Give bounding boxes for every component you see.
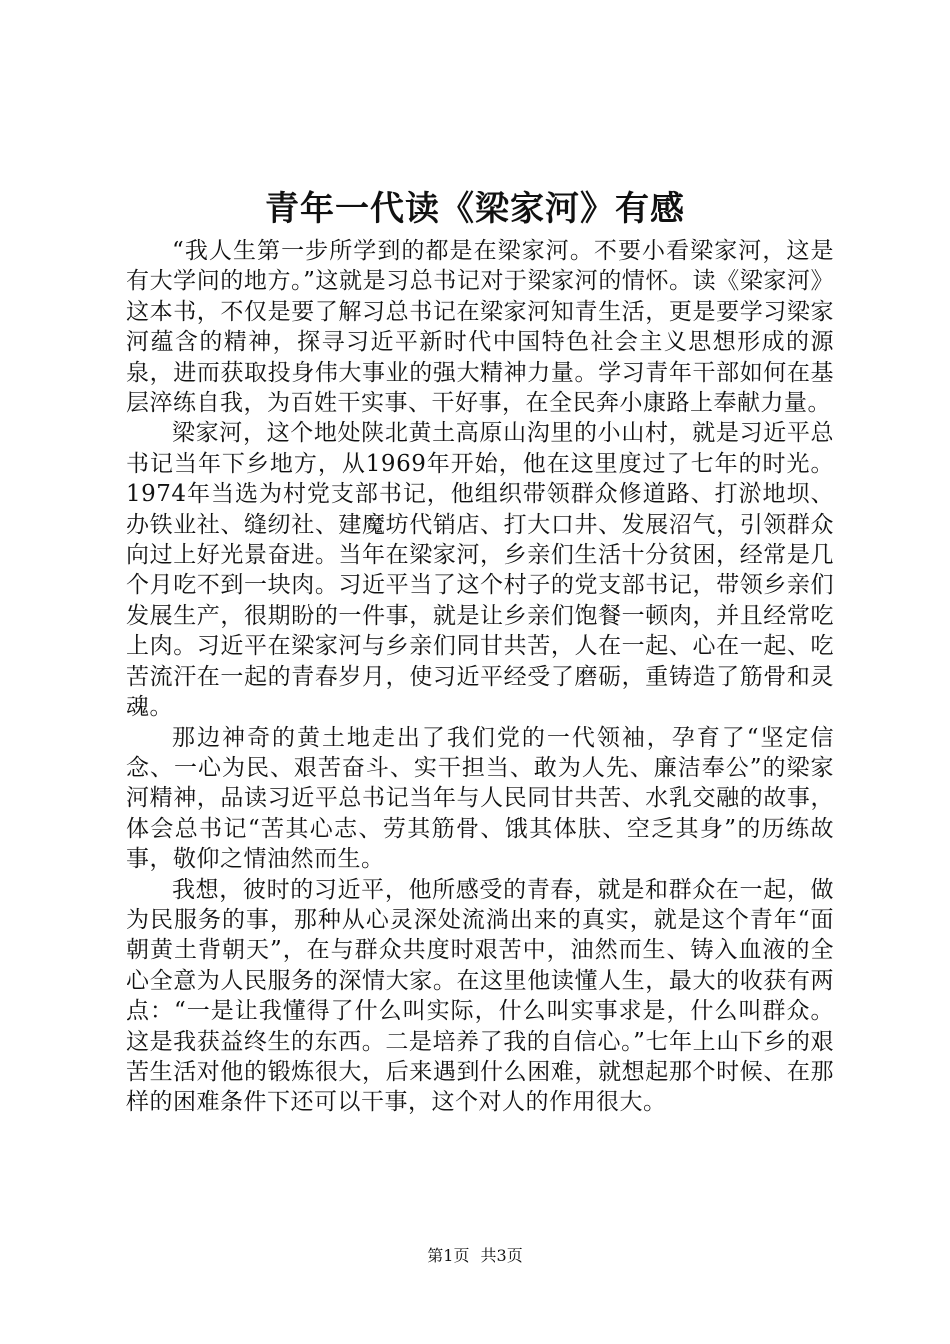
paragraph: “我人生第一步所学到的都是在梁家河。不要小看梁家河，这是有大学问的地方。”这就是习总书记对于梁家河的情怀。读《梁家河》这本书，不仅是要了解习总书记在梁家河知青生活，更是要学习梁家河蕴含的精神，探寻习近平新时代中国特色社会主义思想形成的源泉，进而获取投身伟大事业的强大精神力量。学习青年干部如何在基层淬练自我，为百姓干实事、干好事，在全民奔小康路上奉献力量。 xyxy=(126,238,834,417)
page-footer xyxy=(0,1244,950,1268)
paragraph: 那边神奇的黄土地走出了我们党的一代领袖，孕育了“坚定信念、一心为民、艰苦奋斗、实干担当、敢为人先、廉洁奉公”的梁家河精神，品读习近平总书记当年与人民同甘共苦、水乳交融的故事，体会总书记“苦其心志、劳其筋骨、饿其体肤、空乏其身”的历练故事，敬仰之情油然而生。 xyxy=(126,724,834,873)
document-title: 青年一代读《梁家河》有感 xyxy=(265,189,685,229)
document-body xyxy=(126,236,834,1118)
page-number: 第1页 xyxy=(427,1246,470,1265)
paragraph: 梁家河，这个地处陕北黄土高原山沟里的小山村，就是习近平总书记当年下乡地方，从1969年开始，他在这里度过了七年的时光。1974年当选为村党支部书记，他组织带领群众修道路、打淤地坝、办铁业社、缝纫社、建魔坊代销店、打大口井、发展沼气，引领群众向过上好光景奋进。当年在梁家河，乡亲们生活十分贫困，经常是几个月吃不到一块肉。习近平当了这个村子的党支部书记，带领乡亲们发展生产，很期盼的一件事，就是让乡亲们饱餐一顿肉，并且经常吃上肉。习近平在梁家河与乡亲们同甘共苦，人在一起、心在一起、吃苦流汗在一起的青春岁月，使习近平经受了磨砺，重铸造了筋骨和灵魂。 xyxy=(126,420,834,721)
paragraph: 我想，彼时的习近平，他所感受的青春，就是和群众在一起，做为民服务的事，那种从心灵深处流淌出来的真实，就是这个青年“面朝黄土背朝天”，在与群众共度时艰苦中，油然而生、铸入血液的全心全意为人民服务的深情大家。在这里他读懂人生，最大的收获有两点：“一是让我懂得了什么叫实际，什么叫实事求是，什么叫群众。这是我获益终生的东西。二是培养了我的自信心。”七年上山下乡的艰苦生活对他的锻炼很大，后来遇到什么困难，就想起那个时候、在那样的困难条件下还可以干事，这个对人的作用很大。 xyxy=(126,876,834,1116)
page-total: 共3页 xyxy=(480,1246,523,1265)
